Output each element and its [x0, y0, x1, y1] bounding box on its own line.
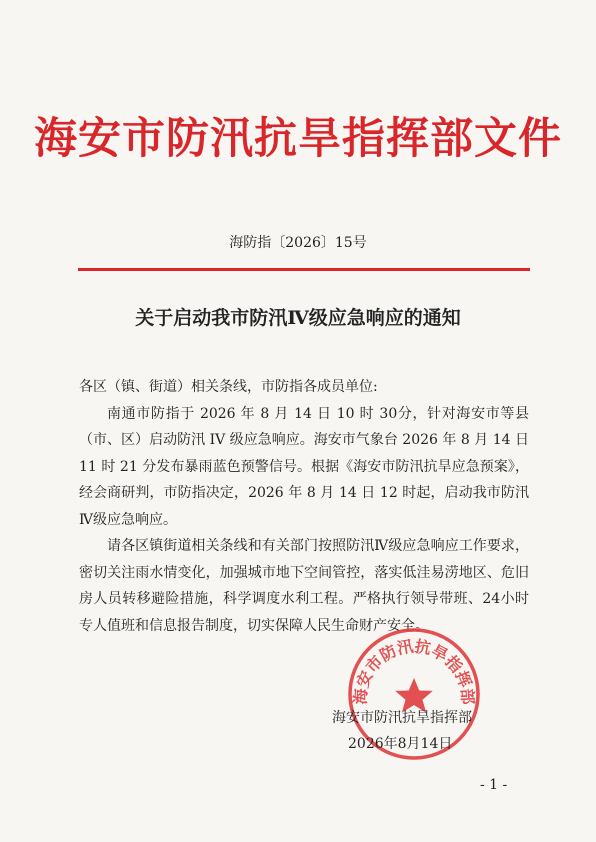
signature-block	[318, 705, 538, 757]
body-paragraph-1: 南通市防指于 2026 年 8 月 14 日 10 时 30分，针对海安市等县（市、区）启动防汛 IV 级应急响应。海安市气象台 2026 年 8 月 14 日 11 时 21 分发布暴雨蓝色预警信号。根据《海安市防汛抗旱应急预案》，经会商研判，市防指决定，2026 年 8 月 14 日 12 时起，启动我市防汛Ⅳ级应急响应。	[79, 405, 529, 528]
document-number: 海防指〔2026〕15号	[229, 235, 367, 251]
body-paragraph-2: 请各区镇街道相关条线和有关部门按照防汛Ⅳ级应急响应工作要求，密切关注雨水情变化，加强城市地下空间管控，落实低洼易涝地区、危旧房人员转移避险措施，科学调度水利工程。严格执行领导带班、24小时专人值班和信息报告制度，切实保障人民生命财产安全。	[79, 538, 529, 634]
signature-date: 2026年8月14日	[348, 736, 453, 752]
page-number: - 1 -	[480, 777, 508, 793]
header-divider	[78, 268, 530, 271]
signature-organization: 海安市防汛抗旱指挥部	[332, 710, 472, 726]
document-header-title: 海安市防汛抗旱指挥部文件	[34, 114, 562, 164]
salutation: 各区（镇、街道）相关条线，市防指各成员单位:	[79, 379, 378, 395]
seal-text: 海安市防汛抗旱指挥部	[350, 636, 478, 706]
notice-title: 关于启动我市防汛Ⅳ级应急响应的通知	[135, 307, 461, 329]
notice-body	[79, 374, 529, 639]
